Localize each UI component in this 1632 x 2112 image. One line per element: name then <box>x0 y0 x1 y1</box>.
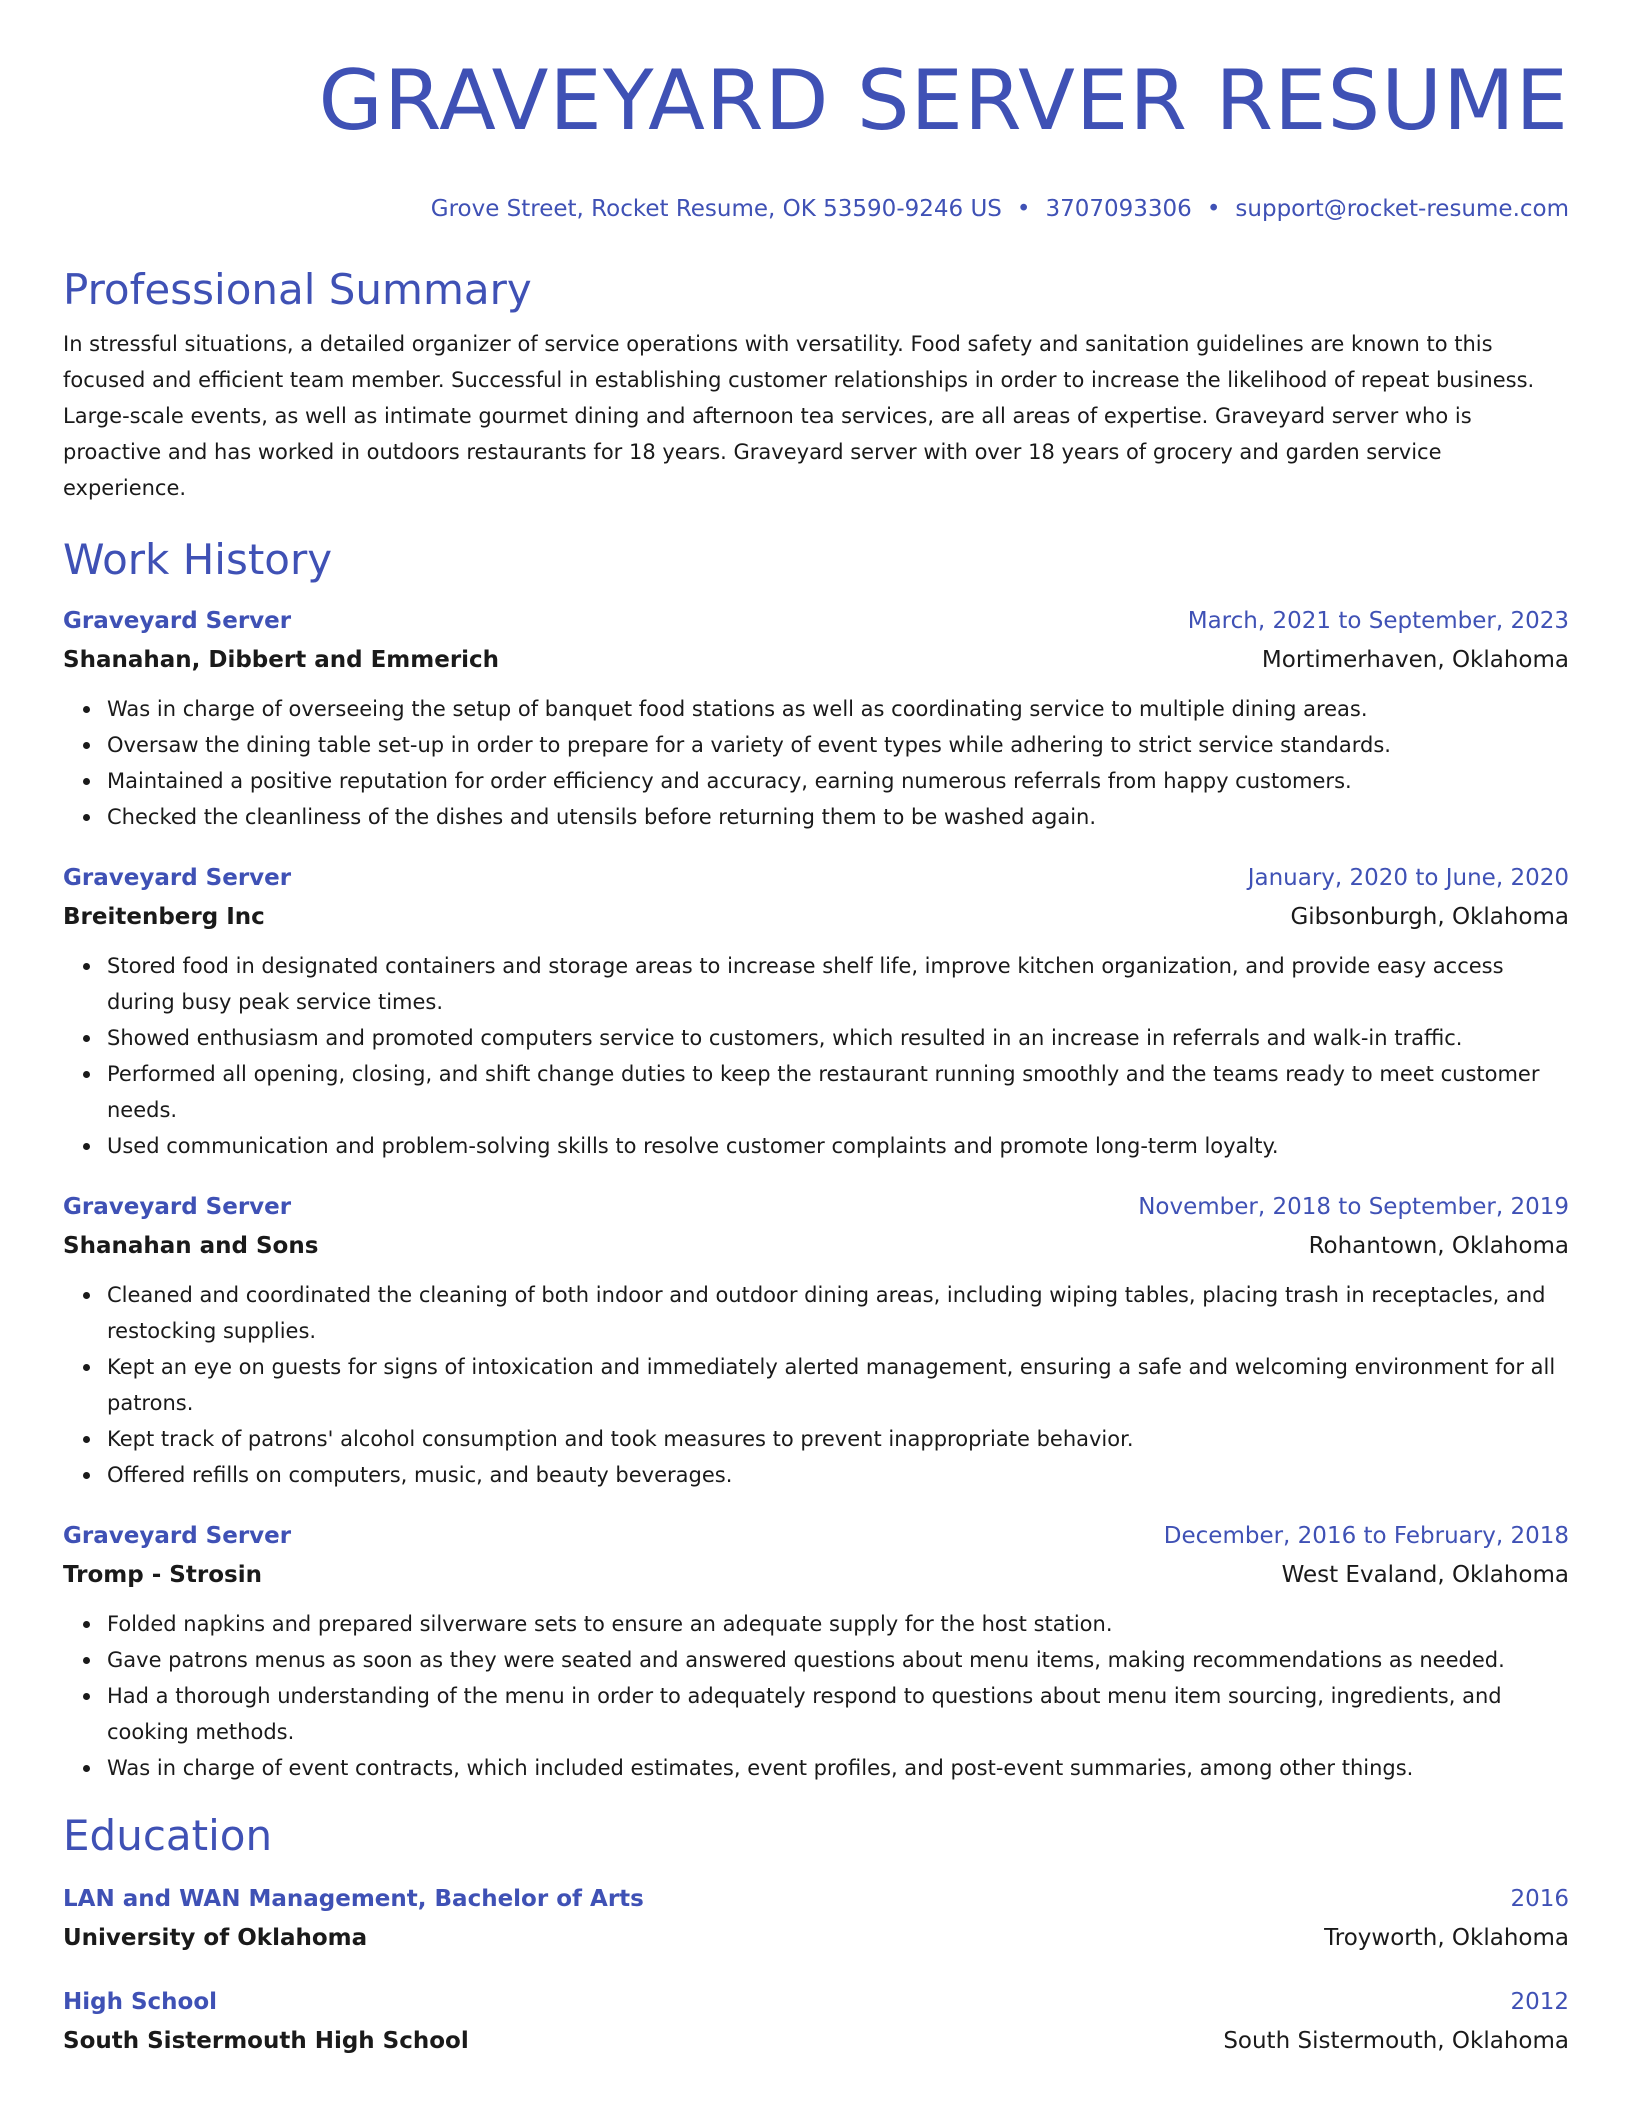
job-bullets <box>63 1606 1569 1786</box>
job-bullet: Offered refills on computers, music, and beauty beverages. <box>107 1457 1569 1493</box>
education-year: 2012 <box>1510 1989 1569 2015</box>
job-entry <box>63 1192 1569 1493</box>
education-header-row <box>63 1884 1569 1914</box>
education-school-row <box>63 1923 1569 1953</box>
job-location: Mortimerhaven, Oklahoma <box>1261 647 1569 673</box>
job-location: West Evaland, Oklahoma <box>1281 1562 1569 1588</box>
job-title: Graveyard Server <box>63 865 292 891</box>
job-bullet: Oversaw the dining table set-up in order to prepare for a variety of event types while adhering to strict service standards. <box>107 727 1569 763</box>
job-header-row <box>63 1521 1569 1551</box>
education-school-row <box>63 2026 1569 2056</box>
work-history-heading: Work History <box>63 535 333 584</box>
job-title: Graveyard Server <box>63 1523 292 1549</box>
resume-title: GRAVEYARD SERVER RESUME <box>318 52 1569 149</box>
contact-line <box>63 194 1569 224</box>
job-bullet: Kept track of patrons' alcohol consumption and took measures to prevent inappropriate behavior. <box>107 1421 1569 1457</box>
job-bullet: Checked the cleanliness of the dishes and utensils before returning them to be washed again. <box>107 799 1569 835</box>
job-bullet: Kept an eye on guests for signs of intoxication and immediately alerted management, ensuring a safe and welcoming environment for all patrons. <box>107 1349 1569 1421</box>
summary-text: In stressful situations, a detailed organizer of service operations with versatility. Food safety and sanitation guidelines are known to this focused and efficient team member. Successful in establishing customer relationships in order to increase the likelihood of repeat business. Large-scale events, as well as intimate gourmet dining and afternoon tea services, are all areas of expertise. Graveyard server who is proactive and has worked in outdoors restaurants for 18 years. Graveyard server with over 18 years of grocery and garden service experience. <box>63 332 1535 500</box>
contact-address: Grove Street, Rocket Resume, OK 53590-9246 US <box>430 196 1002 222</box>
job-bullet: Maintained a positive reputation for order efficiency and accuracy, earning numerous referrals from happy customers. <box>107 763 1569 799</box>
job-dates: March, 2021 to September, 2023 <box>1187 608 1569 634</box>
education-entry <box>63 1884 1569 1953</box>
education-degree: High School <box>63 1989 218 2015</box>
job-header-row <box>63 1192 1569 1222</box>
job-company-row <box>63 645 1569 675</box>
contact-separator: • <box>1206 196 1221 222</box>
job-entry <box>63 863 1569 1164</box>
job-bullet: Had a thorough understanding of the menu in order to adequately respond to questions about menu item sourcing, ingredients, and cooking methods. <box>107 1678 1569 1750</box>
job-bullet: Stored food in designated containers and storage areas to increase shelf life, improve kitchen organization, and provide easy access during busy peak service times. <box>107 948 1569 1020</box>
job-dates: November, 2018 to September, 2019 <box>1138 1194 1569 1220</box>
job-company: Breitenberg Inc <box>63 904 265 930</box>
job-bullet: Was in charge of event contracts, which included estimates, event profiles, and post-event summaries, among other things. <box>107 1750 1569 1786</box>
job-company-row <box>63 1231 1569 1261</box>
job-bullets <box>63 948 1569 1164</box>
job-entry <box>63 606 1569 835</box>
job-header-row <box>63 606 1569 636</box>
job-location: Gibsonburgh, Oklahoma <box>1290 904 1569 930</box>
job-company: Shanahan, Dibbert and Emmerich <box>63 647 500 673</box>
summary-heading: Professional Summary <box>63 265 532 314</box>
education-school: South Sistermouth High School <box>63 2028 469 2054</box>
education-school: University of Oklahoma <box>63 1925 368 1951</box>
job-dates: December, 2016 to February, 2018 <box>1163 1523 1569 1549</box>
contact-email: support@rocket-resume.com <box>1235 196 1569 222</box>
contact-phone: 3707093306 <box>1045 196 1192 222</box>
job-bullets <box>63 1277 1569 1493</box>
job-company: Tromp - Strosin <box>63 1562 262 1588</box>
job-company: Shanahan and Sons <box>63 1233 319 1259</box>
education-location: Troyworth, Oklahoma <box>1324 1925 1569 1951</box>
job-bullet: Was in charge of overseeing the setup of banquet food stations as well as coordinating service to multiple dining areas. <box>107 691 1569 727</box>
contact-separator: • <box>1016 196 1031 222</box>
job-bullets <box>63 691 1569 835</box>
job-bullet: Folded napkins and prepared silverware sets to ensure an adequate supply for the host station. <box>107 1606 1569 1642</box>
education-header-row <box>63 1987 1569 2017</box>
education-degree: LAN and WAN Management, Bachelor of Arts <box>63 1886 644 1912</box>
job-bullet: Gave patrons menus as soon as they were seated and answered questions about menu items, making recommendations as needed. <box>107 1642 1569 1678</box>
job-title: Graveyard Server <box>63 608 292 634</box>
job-bullet: Showed enthusiasm and promoted computers service to customers, which resulted in an increase in referrals and walk-in traffic. <box>107 1020 1569 1056</box>
job-bullet: Performed all opening, closing, and shift change duties to keep the restaurant running smoothly and the teams ready to meet customer needs. <box>107 1056 1569 1128</box>
education-heading: Education <box>63 1811 273 1860</box>
job-location: Rohantown, Oklahoma <box>1308 1233 1569 1259</box>
job-company-row <box>63 1560 1569 1590</box>
job-title: Graveyard Server <box>63 1194 292 1220</box>
education-year: 2016 <box>1510 1886 1569 1912</box>
education-location: South Sistermouth, Oklahoma <box>1223 2028 1569 2054</box>
job-dates: January, 2020 to June, 2020 <box>1247 865 1569 891</box>
job-entry <box>63 1521 1569 1786</box>
job-bullet: Used communication and problem-solving skills to resolve customer complaints and promote long-term loyalty. <box>107 1128 1569 1164</box>
job-company-row <box>63 902 1569 932</box>
job-bullet: Cleaned and coordinated the cleaning of both indoor and outdoor dining areas, including wiping tables, placing trash in receptacles, and restocking supplies. <box>107 1277 1569 1349</box>
education-entry <box>63 1987 1569 2056</box>
job-header-row <box>63 863 1569 893</box>
